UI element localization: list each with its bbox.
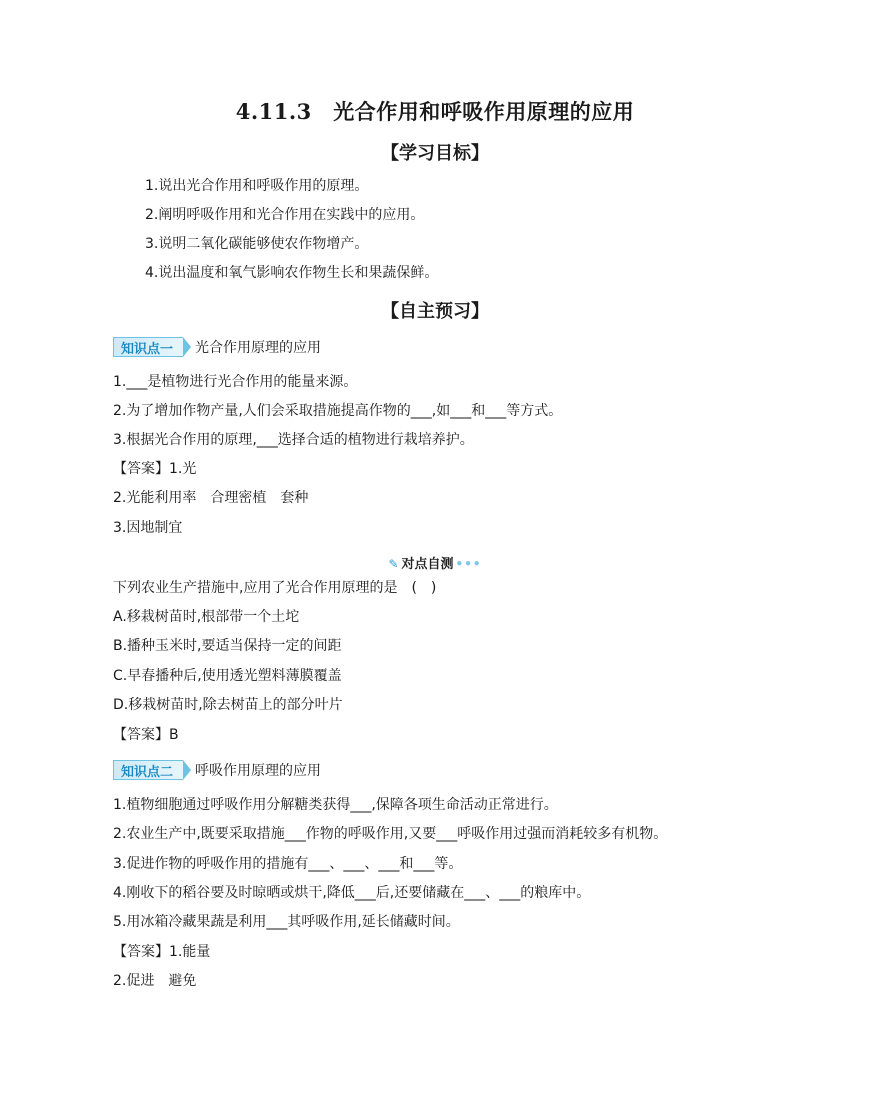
learning-goals-heading: 【学习目标】: [381, 143, 489, 164]
page-title: 4.11.3 光合作用和呼吸作用原理的应用: [235, 99, 635, 124]
knowledge-point-1-header: [113, 337, 321, 357]
test-option: D.移栽树苗时,除去树苗上的部分叶片: [113, 697, 343, 713]
question-line: 5.用冰箱冷藏果蔬是利用___其呼吸作用,延长储藏时间。: [113, 914, 460, 930]
question-line: 2.为了增加作物产量,人们会采取措施提高作物的___,如___和___等方式。: [113, 403, 563, 419]
knowledge-point-tag: 知识点一: [113, 337, 183, 357]
answer-line: 【答案】1.能量: [113, 944, 211, 960]
test-option: A.移栽树苗时,根部带一个土坨: [113, 609, 300, 625]
knowledge-point-title: 呼吸作用原理的应用: [195, 763, 322, 779]
answer-line: 2.光能利用率 合理密植 套种: [113, 490, 309, 506]
test-option: C.早春播种后,使用透光塑料薄膜覆盖: [113, 668, 342, 684]
knowledge-point-2-header: [113, 760, 321, 780]
answer-line: 2.促进 避免: [113, 973, 197, 989]
answer-line: 3.因地制宜: [113, 520, 183, 536]
test-option: B.播种玉米时,要适当保持一定的间距: [113, 638, 342, 654]
goal-item: 3.说明二氧化碳能够使农作物增产。: [145, 236, 369, 252]
question-line: 1.___是植物进行光合作用的能量来源。: [113, 374, 358, 390]
goal-item: 1.说出光合作用和呼吸作用的原理。: [145, 178, 369, 194]
dots-decoration: •••: [455, 557, 482, 571]
knowledge-point-tag: 知识点二: [113, 760, 183, 780]
answer-line: 【答案】1.光: [113, 461, 197, 477]
question-line: 4.刚收下的稻谷要及时晾晒或烘干,降低___后,还要储藏在___、___的粮库中。: [113, 885, 591, 901]
knowledge-point-title: 光合作用原理的应用: [195, 340, 322, 356]
self-test-heading: ✎ 对点自测 •••: [388, 557, 482, 572]
pencil-icon: ✎: [388, 557, 399, 571]
question-line: 2.农业生产中,既要采取措施___作物的呼吸作用,又要___呼吸作用过强而消耗较多有机物。: [113, 826, 668, 842]
goal-item: 4.说出温度和氧气影响农作物生长和果蔬保鲜。: [145, 265, 439, 281]
test-question: 下列农业生产措施中,应用了光合作用原理的是 ( ): [113, 580, 437, 596]
self-preview-heading: 【自主预习】: [381, 301, 489, 322]
answer-line: 【答案】B: [113, 727, 179, 743]
goal-item: 2.阐明呼吸作用和光合作用在实践中的应用。: [145, 207, 425, 223]
question-line: 3.促进作物的呼吸作用的措施有___、___、___和___等。: [113, 856, 463, 872]
question-line: 3.根据光合作用的原理,___选择合适的植物进行栽培养护。: [113, 432, 474, 448]
question-line: 1.植物细胞通过呼吸作用分解糖类获得___,保障各项生命活动正常进行。: [113, 797, 558, 813]
